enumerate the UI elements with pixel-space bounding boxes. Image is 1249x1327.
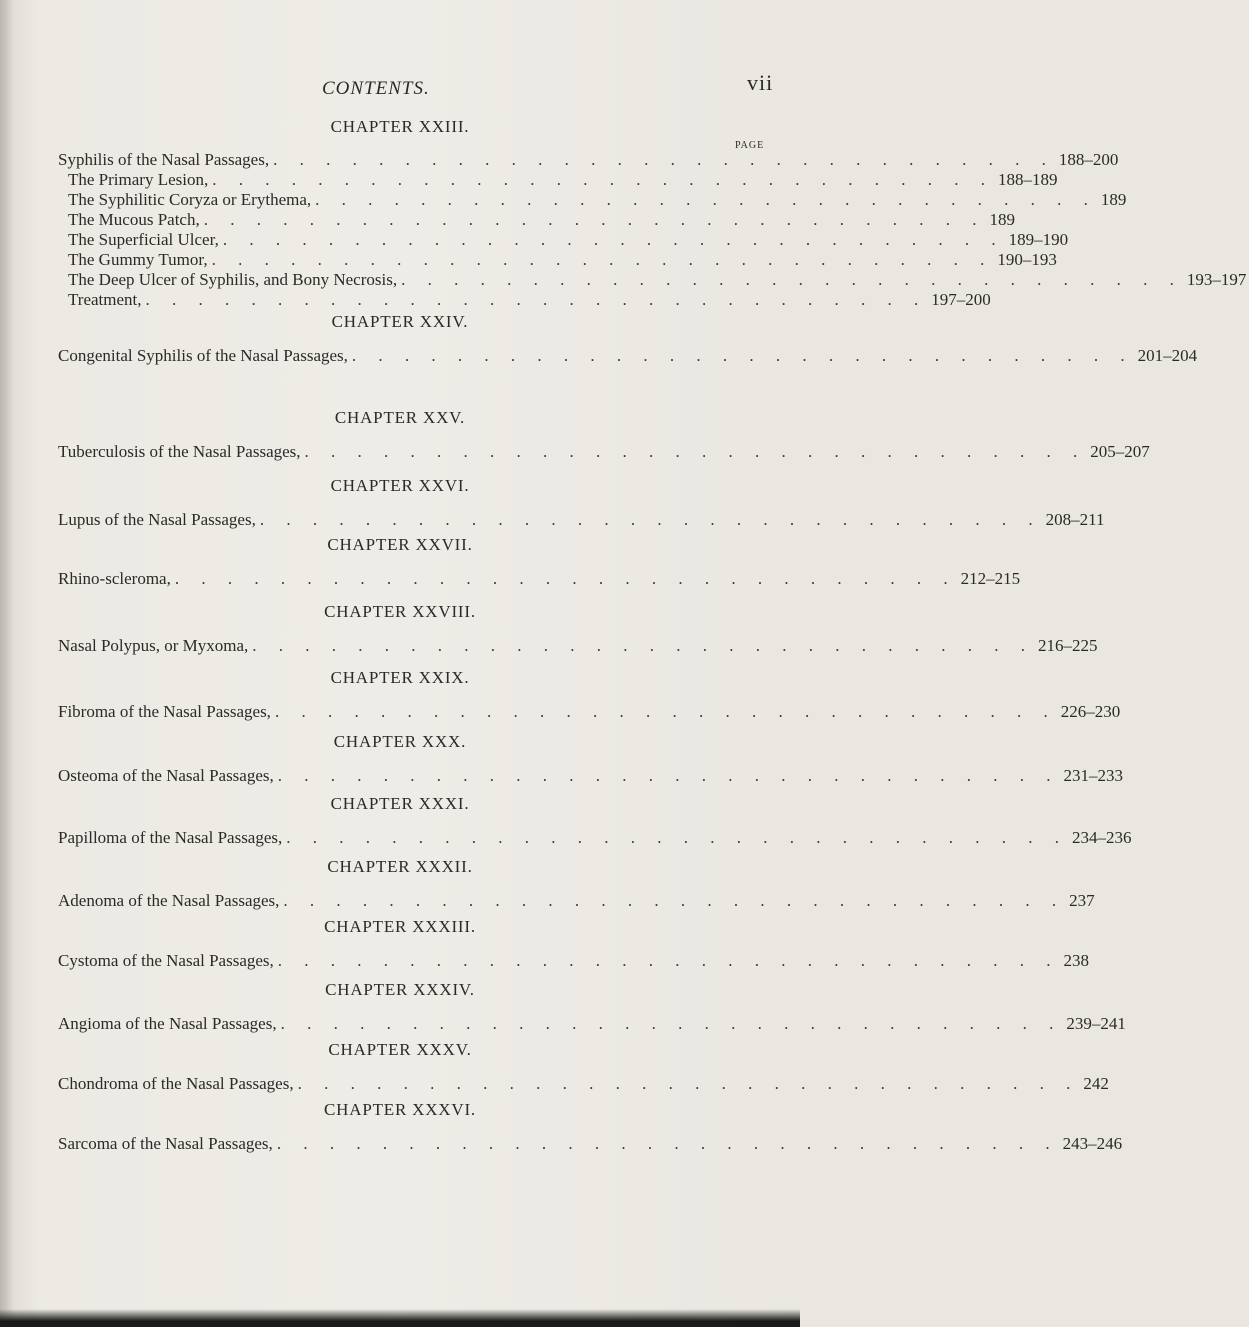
entry-title: Osteoma of the Nasal Passages,: [58, 766, 274, 785]
dot-leader: . . . . . . . . . . . . . . . . . . . . . . . . . . . . . .: [276, 1134, 1059, 1153]
entry-title: Nasal Polypus, or Myxoma,: [58, 636, 249, 655]
entry-pages: 188–200: [1058, 150, 1119, 169]
dot-leader: . . . . . . . . . . . . . . . . . . . . . . . . . . . . . .: [203, 210, 986, 229]
chapter-heading: CHAPTER XXIX.: [330, 668, 470, 687]
chapter-heading: CHAPTER XXX.: [333, 732, 467, 751]
toc-entry: [58, 510, 1105, 531]
dot-leader: . . . . . . . . . . . . . . . . . . . . . . . . . . . . . .: [211, 250, 994, 269]
entry-title: The Superficial Ulcer,: [68, 230, 219, 249]
chapter-heading: CHAPTER XXVIII.: [324, 602, 476, 621]
dot-leader: . . . . . . . . . . . . . . . . . . . . . . . . . . . . . .: [259, 510, 1042, 529]
toc-entry: [58, 569, 1021, 590]
dot-leader: . . . . . . . . . . . . . . . . . . . . . . . . . . . . . .: [401, 270, 1183, 289]
chapter-heading: CHAPTER XXVII.: [327, 535, 473, 554]
entry-title: Sarcoma of the Nasal Passages,: [58, 1134, 273, 1153]
entry-pages: 201–204: [1137, 346, 1198, 365]
entry-title: Tuberculosis of the Nasal Passages,: [58, 442, 301, 461]
toc-entry: [58, 951, 1090, 972]
dot-leader: . . . . . . . . . . . . . . . . . . . . . . . . . . . . . .: [286, 828, 1069, 847]
dot-leader: . . . . . . . . . . . . . . . . . . . . . . . . . . . . . .: [277, 766, 1060, 785]
entry-title: The Gummy Tumor,: [68, 250, 208, 269]
dot-leader: . . . . . . . . . . . . . . . . . . . . . . . . . . . . . .: [212, 170, 994, 189]
entry-title: Chondroma of the Nasal Passages,: [58, 1074, 294, 1093]
toc-entry: [68, 230, 1069, 251]
entry-title: The Mucous Patch,: [68, 210, 200, 229]
dot-leader: . . . . . . . . . . . . . . . . . . . . . . . . . . . . . .: [222, 230, 1005, 249]
chapter-heading: CHAPTER XXXIV.: [325, 980, 475, 999]
toc-entry: [68, 270, 1247, 291]
entry-title: The Primary Lesion,: [68, 170, 209, 189]
entry-pages: 212–215: [960, 569, 1021, 588]
dot-leader: . . . . . . . . . . . . . . . . . . . . . . . . . . . . . .: [273, 150, 1055, 169]
dot-leader: . . . . . . . . . . . . . . . . . . . . . . . . . . . . . .: [280, 1014, 1063, 1033]
toc-entry: [58, 150, 1119, 171]
toc-entry: [58, 442, 1150, 463]
entry-pages: 193–197: [1186, 270, 1247, 289]
dot-leader: . . . . . . . . . . . . . . . . . . . . . . . . . . . . . .: [174, 569, 957, 588]
entry-title: Treatment,: [68, 290, 142, 309]
entry-title: Rhino-scleroma,: [58, 569, 171, 588]
chapter-heading: CHAPTER XXXIII.: [324, 917, 476, 936]
entry-pages: 190–193: [997, 250, 1057, 269]
toc-entry: [58, 891, 1095, 912]
dot-leader: . . . . . . . . . . . . . . . . . . . . . . . . . . . . . .: [304, 442, 1087, 461]
entry-title: Cystoma of the Nasal Passages,: [58, 951, 274, 970]
binding-shadow: [0, 0, 14, 1327]
entry-pages: 189: [1100, 190, 1127, 209]
entry-pages: 188–189: [997, 170, 1058, 189]
chapter-heading: CHAPTER XXXV.: [328, 1040, 472, 1059]
entry-title: Adenoma of the Nasal Passages,: [58, 891, 280, 910]
toc-entry: [68, 210, 1015, 231]
entry-pages: 231–233: [1063, 766, 1124, 785]
chapter-heading: CHAPTER XXVI.: [330, 476, 470, 495]
page-column-label: PAGE: [735, 140, 765, 151]
dot-leader: . . . . . . . . . . . . . . . . . . . . . . . . . . . . . .: [274, 702, 1057, 721]
entry-pages: 243–246: [1062, 1134, 1123, 1153]
entry-title: Syphilis of the Nasal Passages,: [58, 150, 270, 169]
entry-pages: 197–200: [931, 290, 991, 309]
toc-entry: [58, 766, 1124, 787]
chapter-heading: CHAPTER XXIII.: [330, 117, 470, 136]
entry-title: Congenital Syphilis of the Nasal Passages,: [58, 346, 348, 365]
toc-entry: [58, 1134, 1123, 1155]
entry-pages: 208–211: [1045, 510, 1105, 529]
entry-title: Papilloma of the Nasal Passages,: [58, 828, 283, 847]
chapter-heading: CHAPTER XXXII.: [327, 857, 473, 876]
entry-title: Angioma of the Nasal Passages,: [58, 1014, 277, 1033]
toc-entry: [68, 250, 1057, 271]
entry-pages: 242: [1083, 1074, 1109, 1093]
entry-pages: 189–190: [1008, 230, 1069, 249]
entry-pages: 226–230: [1060, 702, 1121, 721]
entry-title: The Deep Ulcer of Syphilis, and Bony Necrosis,: [68, 270, 398, 289]
dot-leader: . . . . . . . . . . . . . . . . . . . . . . . . . . . . . .: [283, 891, 1066, 910]
toc-entry: [58, 1014, 1126, 1035]
toc-entry: [68, 290, 991, 311]
entry-pages: 234–236: [1072, 828, 1132, 847]
entry-pages: 238: [1063, 951, 1090, 970]
entry-pages: 216–225: [1038, 636, 1098, 655]
page-edge: [0, 1309, 800, 1327]
toc-entry: [58, 346, 1198, 367]
toc-entry: [68, 170, 1058, 191]
entry-title: The Syphilitic Coryza or Erythema,: [68, 190, 312, 209]
dot-leader: . . . . . . . . . . . . . . . . . . . . . . . . . . . . . .: [145, 290, 928, 309]
entry-pages: 239–241: [1066, 1014, 1126, 1033]
chapter-heading: CHAPTER XXXI.: [330, 794, 470, 813]
running-title: CONTENTS.: [322, 78, 430, 99]
dot-leader: . . . . . . . . . . . . . . . . . . . . . . . . . . . . . .: [315, 190, 1097, 209]
toc-entry: [68, 190, 1127, 211]
chapter-heading: CHAPTER XXIV.: [331, 312, 469, 331]
dot-leader: . . . . . . . . . . . . . . . . . . . . . . . . . . . . . .: [252, 636, 1035, 655]
toc-entry: [58, 636, 1098, 657]
entry-pages: 237: [1069, 891, 1095, 910]
chapter-heading: CHAPTER XXXVI.: [324, 1100, 476, 1119]
page-number: vii: [747, 70, 774, 95]
dot-leader: . . . . . . . . . . . . . . . . . . . . . . . . . . . . . .: [277, 951, 1060, 970]
dot-leader: . . . . . . . . . . . . . . . . . . . . . . . . . . . . . .: [351, 346, 1134, 365]
toc-entry: [58, 702, 1121, 723]
entry-title: Lupus of the Nasal Passages,: [58, 510, 256, 529]
entry-title: Fibroma of the Nasal Passages,: [58, 702, 271, 721]
entry-pages: 189: [989, 210, 1015, 229]
chapter-heading: CHAPTER XXV.: [334, 408, 466, 427]
toc-entry: [58, 828, 1132, 849]
entry-pages: 205–207: [1090, 442, 1150, 461]
toc-entry: [58, 1074, 1109, 1095]
dot-leader: . . . . . . . . . . . . . . . . . . . . . . . . . . . . . .: [297, 1074, 1080, 1093]
